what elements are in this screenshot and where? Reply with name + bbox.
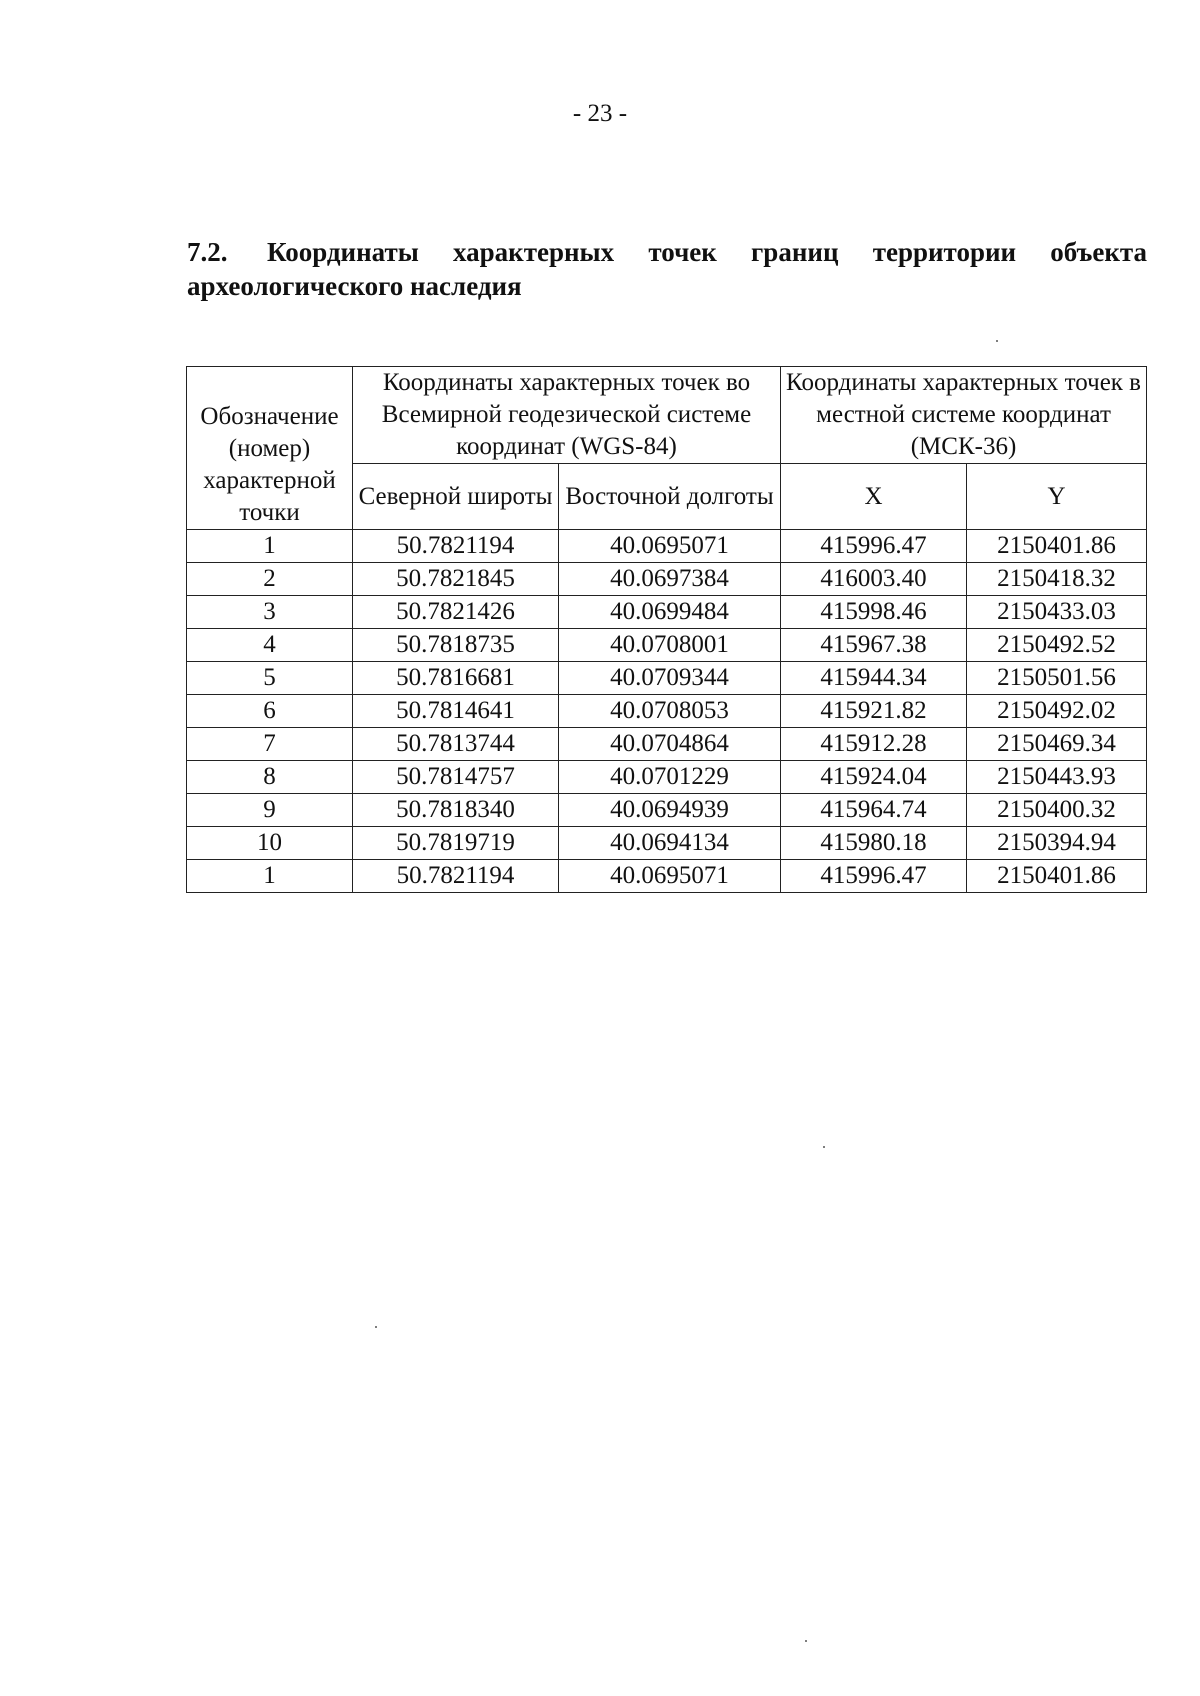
longitude-cell: 40.0708001 <box>559 629 781 662</box>
latitude-cell: 50.7816681 <box>353 662 559 695</box>
point-number-cell: 1 <box>187 530 353 563</box>
x-cell: 415980.18 <box>781 827 967 860</box>
table-row <box>187 596 1147 629</box>
latitude-cell: 50.7821194 <box>353 530 559 563</box>
y-cell: 2150401.86 <box>967 860 1147 893</box>
x-cell: 415912.28 <box>781 728 967 761</box>
y-cell: 2150433.03 <box>967 596 1147 629</box>
point-number-cell: 3 <box>187 596 353 629</box>
point-number-cell: 6 <box>187 695 353 728</box>
latitude-cell: 50.7814641 <box>353 695 559 728</box>
table-row <box>187 530 1147 563</box>
table-row <box>187 563 1147 596</box>
y-cell: 2150443.93 <box>967 761 1147 794</box>
header-msk-group: Координаты характерных точек в местной системе координат (МСК-36) <box>781 367 1147 464</box>
latitude-cell: 50.7818340 <box>353 794 559 827</box>
y-cell: 2150418.32 <box>967 563 1147 596</box>
scan-speck <box>375 1326 377 1328</box>
header-y: Y <box>967 464 1147 530</box>
point-number-cell: 8 <box>187 761 353 794</box>
x-cell: 415944.34 <box>781 662 967 695</box>
latitude-cell: 50.7814757 <box>353 761 559 794</box>
x-cell: 415924.04 <box>781 761 967 794</box>
longitude-cell: 40.0701229 <box>559 761 781 794</box>
header-x: X <box>781 464 967 530</box>
table-row <box>187 827 1147 860</box>
longitude-cell: 40.0695071 <box>559 860 781 893</box>
section-title-line-1: Координаты характерных точек границ территории объекта <box>267 237 1147 267</box>
latitude-cell: 50.7821426 <box>353 596 559 629</box>
header-north-latitude: Северной широты <box>353 464 559 530</box>
scan-speck <box>805 1640 807 1642</box>
scan-speck <box>823 1146 825 1148</box>
section-title-line-2: археологического наследия <box>187 271 522 301</box>
longitude-cell: 40.0699484 <box>559 596 781 629</box>
longitude-cell: 40.0709344 <box>559 662 781 695</box>
latitude-cell: 50.7821194 <box>353 860 559 893</box>
x-cell: 415996.47 <box>781 860 967 893</box>
longitude-cell: 40.0695071 <box>559 530 781 563</box>
table-row <box>187 629 1147 662</box>
point-number-cell: 4 <box>187 629 353 662</box>
header-wgs-group: Координаты характерных точек во Всемирной геодезической системе координат (WGS-84) <box>353 367 781 464</box>
y-cell: 2150501.56 <box>967 662 1147 695</box>
scan-speck <box>996 340 998 342</box>
x-cell: 415964.74 <box>781 794 967 827</box>
latitude-cell: 50.7821845 <box>353 563 559 596</box>
latitude-cell: 50.7813744 <box>353 728 559 761</box>
longitude-cell: 40.0694939 <box>559 794 781 827</box>
y-cell: 2150400.32 <box>967 794 1147 827</box>
x-cell: 415921.82 <box>781 695 967 728</box>
y-cell: 2150401.86 <box>967 530 1147 563</box>
page-number: - 23 - <box>572 100 628 127</box>
latitude-cell: 50.7818735 <box>353 629 559 662</box>
longitude-cell: 40.0694134 <box>559 827 781 860</box>
point-number-cell: 5 <box>187 662 353 695</box>
table-row <box>187 662 1147 695</box>
latitude-cell: 50.7819719 <box>353 827 559 860</box>
x-cell: 415996.47 <box>781 530 967 563</box>
x-cell: 415967.38 <box>781 629 967 662</box>
longitude-cell: 40.0697384 <box>559 563 781 596</box>
point-number-cell: 7 <box>187 728 353 761</box>
header-east-longitude: Восточной долготы <box>559 464 781 530</box>
table-row <box>187 728 1147 761</box>
point-number-cell: 9 <box>187 794 353 827</box>
coordinates-table-body <box>187 530 1147 893</box>
y-cell: 2150394.94 <box>967 827 1147 860</box>
point-number-cell: 10 <box>187 827 353 860</box>
header-designation: Обозначение (номер) характерной точки <box>187 367 353 530</box>
section-number: 7.2. <box>187 237 228 267</box>
y-cell: 2150492.02 <box>967 695 1147 728</box>
table-row <box>187 794 1147 827</box>
point-number-cell: 1 <box>187 860 353 893</box>
x-cell: 415998.46 <box>781 596 967 629</box>
point-number-cell: 2 <box>187 563 353 596</box>
table-row <box>187 761 1147 794</box>
section-heading <box>187 235 1147 303</box>
table-row <box>187 860 1147 893</box>
y-cell: 2150492.52 <box>967 629 1147 662</box>
x-cell: 416003.40 <box>781 563 967 596</box>
table-row <box>187 695 1147 728</box>
y-cell: 2150469.34 <box>967 728 1147 761</box>
longitude-cell: 40.0708053 <box>559 695 781 728</box>
longitude-cell: 40.0704864 <box>559 728 781 761</box>
coordinates-table <box>186 366 1147 893</box>
